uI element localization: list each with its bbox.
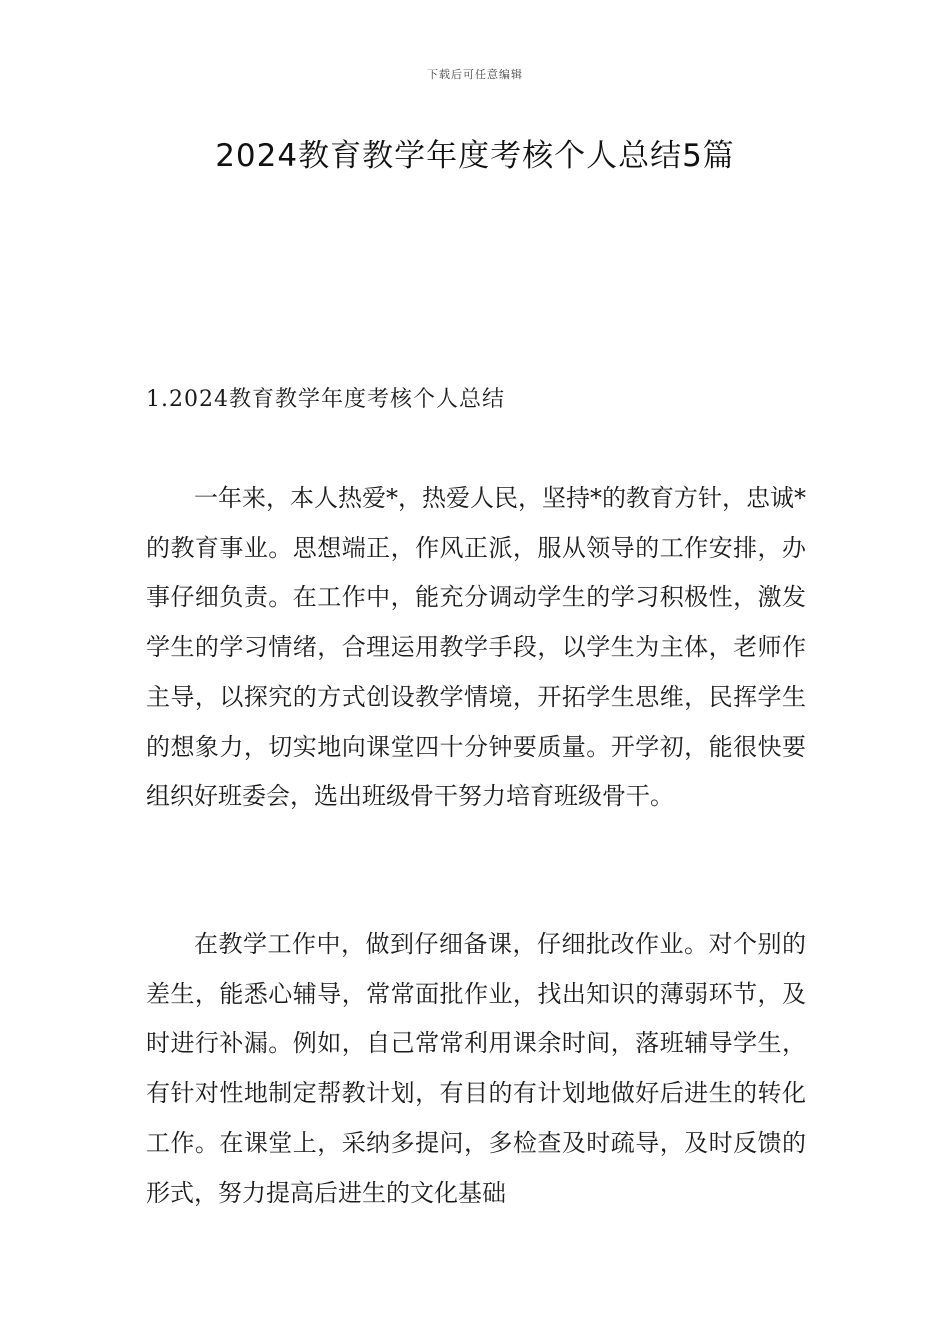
body-paragraph: 一年来，本人热爱*，热爱人民，坚持*的教育方针，忠诚*的教育事业。思想端正，作风正派，服从领导的工作安排，办事仔细负责。在工作中，能充分调动学生的学习积极性，激发学生的学习情绪，合理运用教学手段，以学生为主体，老师作主导，以探究的方式创设教学情境，开拓学生思维，民挥学生的想象力，切实地向课堂四十分钟要质量。开学初，能很快要组织好班委会，选出班级骨干努力培育班级骨干。 [146,484,806,811]
section-heading: 1.2024教育教学年度考核个人总结 [146,387,505,412]
body-paragraph: 在教学工作中，做到仔细备课，仔细批改作业。对个别的差生，能悉心辅导，常常面批作业，找出知识的薄弱环节，及时进行补漏。例如，自己常常利用课余时间，落班辅导学生，有针对性地制定帮教计划，有目的有计划地做好后进生的转化工作。在课堂上，采纳多提问，多检查及时疏导，及时反馈的形式，努力提高后进生的文化基础 [146,930,806,1207]
document-title: 2024教育教学年度考核个人总结5篇 [215,138,735,174]
header-note: 下载后可任意编辑 [427,68,523,81]
